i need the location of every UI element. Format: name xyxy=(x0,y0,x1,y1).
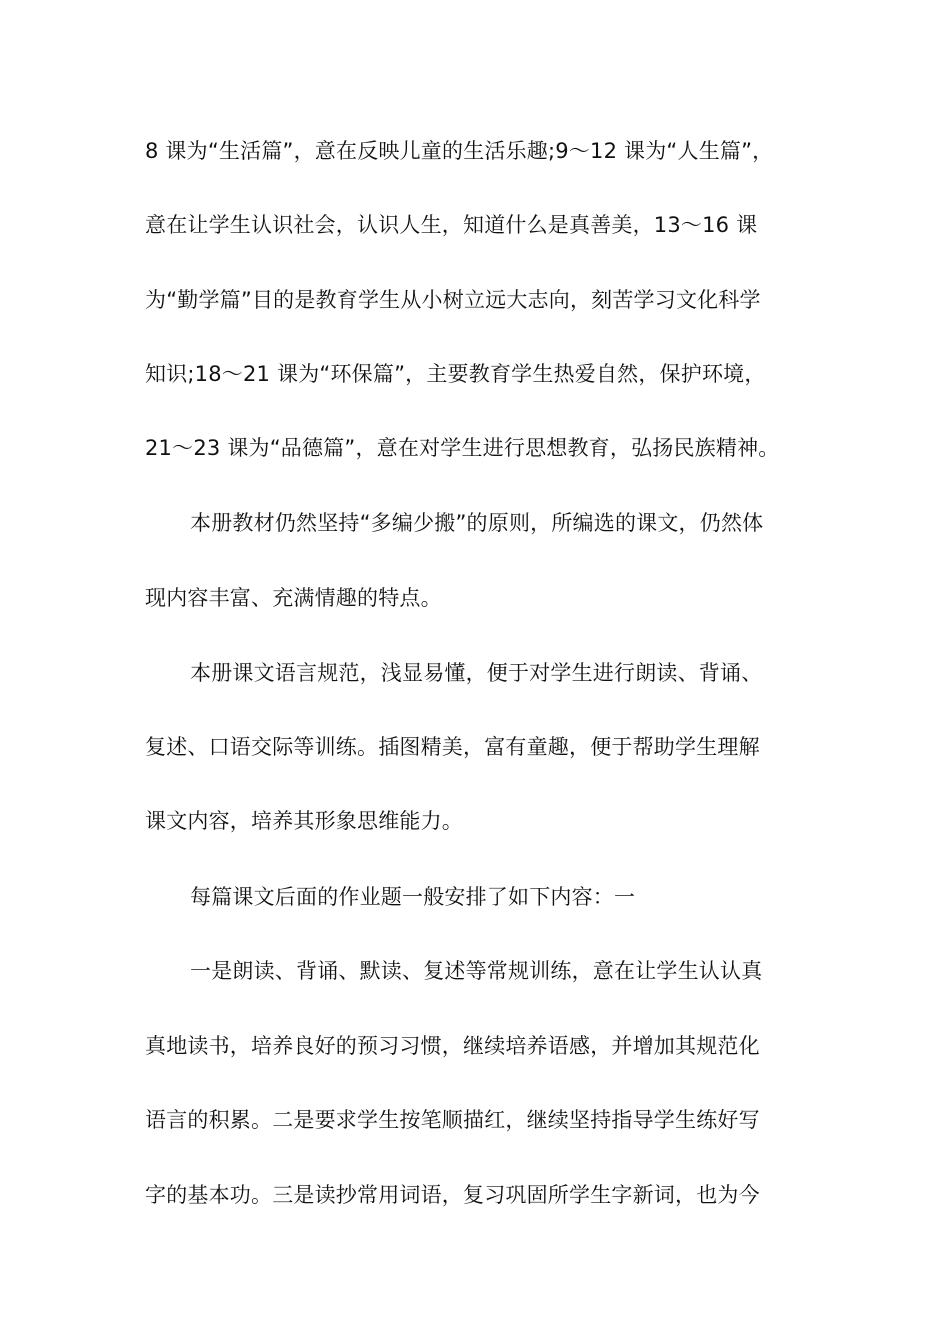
paragraph-start-1: 本册教材仍然坚持“多编少搬”的原则，所编选的课文，仍然体 xyxy=(190,511,764,535)
text-line-4: 知识;18～21 课为“环保篇”，主要教育学生热爱自然，保护环境， xyxy=(145,362,766,386)
text-line-13: 真地读书，培养良好的预习习惯，继续培养语感，并增加其规范化 xyxy=(145,1034,760,1058)
text-line-1: 8 课为“生活篇”，意在反映儿童的生活乐趣;9～12 课为“人生篇”， xyxy=(145,139,774,163)
paragraph-start-2: 本册课文语言规范，浅显易懂，便于对学生进行朗读、背诵、 xyxy=(190,661,763,685)
text-line-7: 现内容丰富、充满情趣的特点。 xyxy=(145,586,442,610)
text-line-9: 复述、口语交际等训练。插图精美，富有童趣，便于帮助学生理解 xyxy=(145,735,760,759)
paragraph-start-3: 每篇课文后面的作业题一般安排了如下内容：一 xyxy=(190,885,636,909)
text-line-2: 意在让学生认识社会，认识人生，知道什么是真善美，13～16 课 xyxy=(145,213,758,237)
text-line-3: 为“勤学篇”目的是教育学生从小树立远大志向，刻苦学习文化科学 xyxy=(145,288,761,312)
text-line-14: 语言的积累。二是要求学生按笔顺描红，继续坚持指导学生练好写 xyxy=(145,1108,760,1132)
text-line-10: 课文内容，培养其形象思维能力。 xyxy=(145,809,463,833)
text-line-5: 21～23 课为“品德篇”，意在对学生进行思想教育，弘扬民族精神。 xyxy=(145,436,780,460)
paragraph-start-4: 一是朗读、背诵、默读、复述等常规训练，意在让学生认认真 xyxy=(190,959,763,983)
text-line-15: 字的基本功。三是读抄常用词语，复习巩固所学生字新词，也为今 xyxy=(145,1183,760,1207)
